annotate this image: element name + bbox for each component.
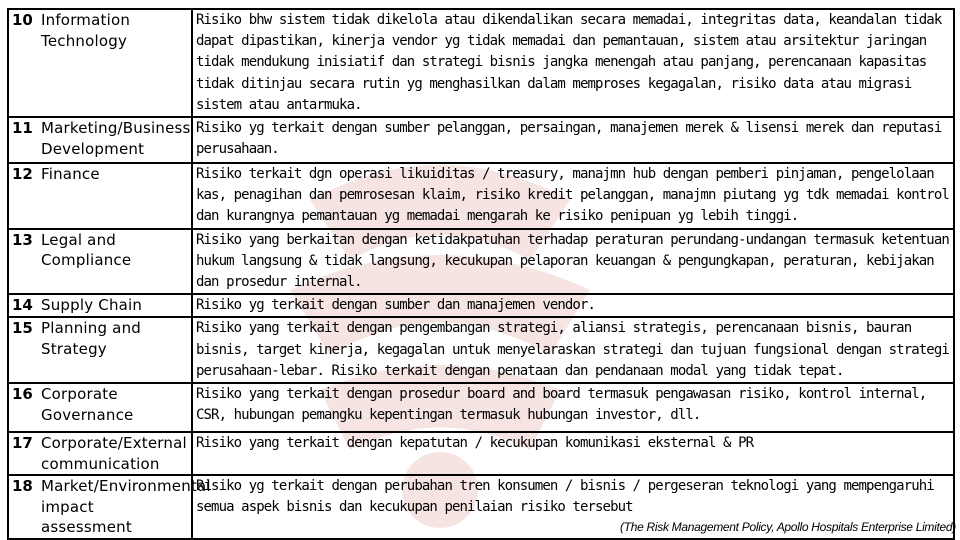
row-number: 18 <box>8 475 38 539</box>
table-row <box>8 317 954 383</box>
risk-category: Market/Environmental impact assessment <box>38 475 192 539</box>
table-row <box>8 432 954 475</box>
table-row <box>8 163 954 229</box>
row-number: 11 <box>8 117 38 163</box>
risk-category: Legal and Compliance <box>38 229 192 295</box>
risk-category: Marketing/Business Development <box>38 117 192 163</box>
risk-description: Risiko terkait dgn operasi likuiditas / treasury, manajmn hub dengan pemberi pinjaman, pengelolaan kas, penagihan dan pemrosesan klaim, risiko kredit pelanggan, manajmn piutang yg tdk memadai kontrol dan kurangnya pemantauan yg memadai mengarah ke risiko penipuan yg lebih tinggi. <box>192 163 954 229</box>
source-citation: (The Risk Management Policy, Apollo Hospitals Enterprise Limited) <box>620 520 956 534</box>
row-number: 13 <box>8 229 38 295</box>
risk-description: Risiko bhw sistem tidak dikelola atau dikendalikan secara memadai, integritas data, keandalan tidak dapat dipastikan, kinerja vendor yg tidak memadai dan pemantauan, sistem atau arsitektur jaringan tidak mendukung inisiatif dan strategi bisnis jangka menengah atau panjang, perencanaan kapasitas tidak ditinjau secara rutin yg menghasilkan dalam memproses kegagalan, risiko data atau migrasi sistem atau antarmuka. <box>192 9 954 117</box>
risk-category-table <box>7 8 955 540</box>
row-number: 15 <box>8 317 38 383</box>
risk-category: Planning and Strategy <box>38 317 192 383</box>
table-row <box>8 117 954 163</box>
row-number: 16 <box>8 383 38 432</box>
row-number: 14 <box>8 294 38 317</box>
risk-description: Risiko yang berkaitan dengan ketidakpatuhan terhadap peraturan perundang-undangan termasuk ketentuan hukum langsung & tidak langsung, kecukupan pelaporan keuangan & pengungkapan, peraturan, kebijakan dan prosedur internal. <box>192 229 954 295</box>
risk-description: Risiko yg terkait dengan sumber dan manajemen vendor. <box>192 294 954 317</box>
risk-category: Corporate/External communication <box>38 432 192 475</box>
row-number: 12 <box>8 163 38 229</box>
risk-description: Risiko yg terkait dengan sumber pelanggan, persaingan, manajemen merek & lisensi merek dan reputasi perusahaan. <box>192 117 954 163</box>
risk-description: Risiko yang terkait dengan pengembangan strategi, aliansi strategis, perencanaan bisnis, bauran bisnis, target kinerja, kegagalan untuk menyelaraskan strategi dan tujuan fungsional dengan strategi perusahaan-lebar. Risiko terkait dengan penataan dan pendanaan modal yang tidak tepat. <box>192 317 954 383</box>
risk-description: Risiko yang terkait dengan prosedur board and board termasuk pengawasan risiko, kontrol internal, CSR, hubungan pemangku kepentingan termasuk hubungan investor, dll. <box>192 383 954 432</box>
risk-category: Supply Chain <box>38 294 192 317</box>
table-row <box>8 229 954 295</box>
risk-description: Risiko yang terkait dengan kepatutan / kecukupan komunikasi eksternal & PR <box>192 432 954 475</box>
row-number: 10 <box>8 9 38 117</box>
risk-category: Information Technology <box>38 9 192 117</box>
risk-category: Corporate Governance <box>38 383 192 432</box>
row-number: 17 <box>8 432 38 475</box>
risk-category: Finance <box>38 163 192 229</box>
table-row <box>8 383 954 432</box>
table-row <box>8 9 954 117</box>
table-row <box>8 294 954 317</box>
risk-description: Risiko yg terkait dengan perubahan tren konsumen / bisnis / pergeseran teknologi yang mempengaruhi semua aspek bisnis dan kecukupan penilaian risiko tersebut <box>192 475 954 539</box>
